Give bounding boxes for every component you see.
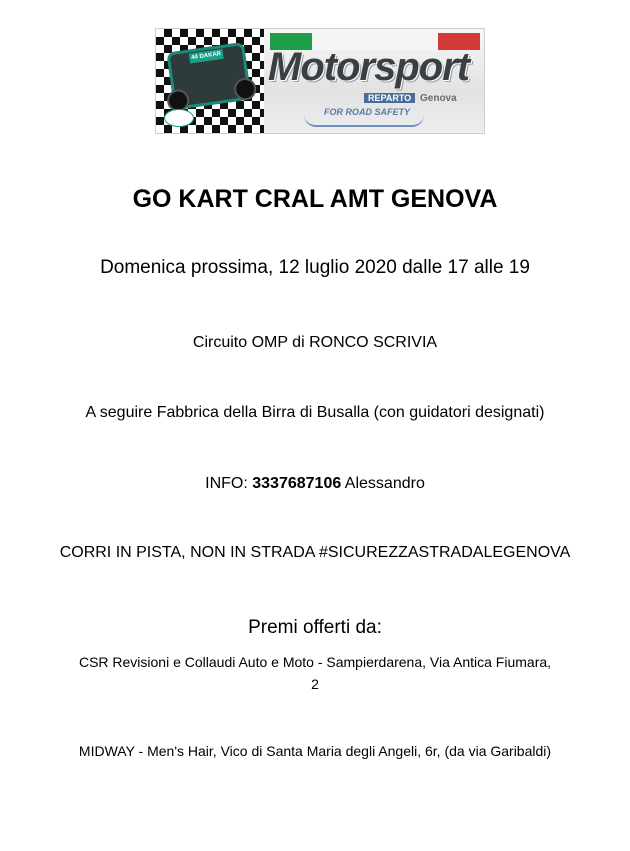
sponsor-csr: CSR Revisioni e Collaudi Auto e Moto - Sampierdarena, Via Antica Fiumara, 2 <box>78 654 552 692</box>
event-date: Domenica prossima, 12 luglio 2020 dalle 17 alle 19 <box>100 257 530 278</box>
sponsor-midway: MIDWAY - Men's Hair, Vico di Santa Maria degli Angeli, 6r, (da via Garibaldi) <box>78 743 552 759</box>
info-contact-name: Alessandro <box>341 475 425 492</box>
club-emblem <box>164 109 194 127</box>
info-phone: 3337687106 <box>252 475 342 492</box>
logo-reparto-text: REPARTO <box>364 93 415 103</box>
event-follow-up: A seguire Fabbrica della Birra di Busalla (con guidatori designati) <box>85 404 545 421</box>
road-safety-mark <box>304 107 454 123</box>
prizes-heading: Premi offerti da: <box>248 617 382 638</box>
logo-text-panel <box>264 29 484 133</box>
page-title: GO KART CRAL AMT GENOVA <box>132 185 498 213</box>
info-line <box>0 475 630 493</box>
kart-wheel <box>233 77 258 102</box>
logo-genova-text: Genova <box>420 93 457 104</box>
kart-tag: 44 DAKAR <box>189 49 224 64</box>
kart-image <box>166 42 251 110</box>
checkered-flag-graphic <box>156 29 264 133</box>
slogan: CORRI IN PISTA, NON IN STRADA #SICUREZZASTRADALEGENOVA <box>59 544 571 561</box>
road-safety-text: FOR ROAD SAFETY <box>324 107 411 117</box>
motorsport-logo <box>155 28 485 134</box>
event-circuit: Circuito OMP di RONCO SCRIVIA <box>192 334 438 351</box>
info-label: INFO: <box>205 475 253 492</box>
logo-brand-text: Motorsport <box>268 45 470 89</box>
